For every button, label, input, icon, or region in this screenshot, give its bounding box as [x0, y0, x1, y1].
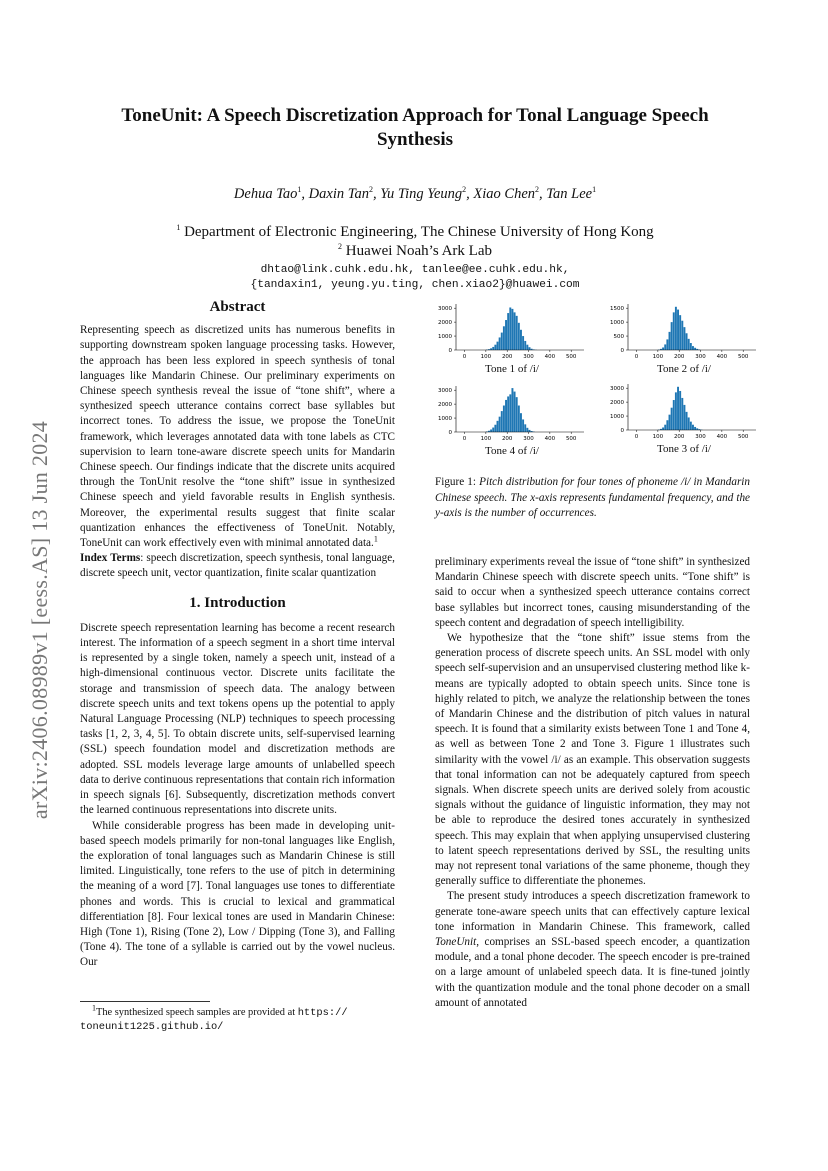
affiliation-2-number: 2	[338, 242, 343, 251]
histogram-bar	[520, 413, 522, 432]
right-column	[435, 555, 750, 1011]
footnote-url-part-2[interactable]: toneunit1225.github.io/	[80, 1021, 224, 1033]
histogram-bar	[673, 400, 675, 430]
affiliation-1-number: 1	[176, 223, 181, 232]
y-tick-label: 500	[613, 334, 624, 341]
x-tick-label: 100	[480, 354, 492, 360]
histogram-bar	[686, 333, 688, 350]
y-tick-label: 1500	[610, 306, 624, 313]
histogram-bar	[509, 307, 511, 350]
histogram-bar	[511, 309, 513, 350]
histogram-bar	[675, 392, 677, 430]
histogram-bar	[677, 387, 679, 430]
y-tick-label: 1000	[438, 416, 452, 423]
histogram-bar	[679, 391, 681, 430]
author-name: Yu Ting Yeung	[380, 186, 463, 202]
histogram-bar	[524, 424, 526, 432]
x-tick-label: 0	[462, 354, 467, 360]
footnote-url-part-1[interactable]: https://	[297, 1007, 348, 1019]
right-paragraph-3	[435, 889, 750, 1011]
histogram-bar	[681, 321, 683, 350]
x-tick-label: 0	[462, 436, 467, 442]
figure-caption-text: Pitch distribution for four tones of phoneme /i/ in Mandarin Chinese speech. The x-axis represents fundamental frequency, and the y-axis is the number of occurrences.	[435, 476, 751, 519]
author-separator: ,	[539, 186, 547, 202]
x-tick-label: 200	[673, 354, 685, 360]
histogram-title: Tone 3 of /i/	[657, 443, 711, 455]
histogram-bar	[516, 316, 518, 350]
y-tick-label: 3000	[438, 388, 452, 395]
introduction-heading: 1. Introduction	[189, 594, 286, 611]
histogram-bar	[492, 347, 494, 350]
histogram-bar	[686, 412, 688, 430]
y-tick-label: 1000	[610, 414, 624, 421]
y-tick-label: 2000	[438, 320, 452, 327]
histogram-bar	[509, 394, 511, 432]
figure-caption-label: Figure 1:	[435, 476, 477, 488]
x-tick-label: 500	[565, 354, 577, 360]
histogram-bar	[518, 406, 520, 432]
histogram-bar	[522, 419, 524, 432]
histogram-bar	[518, 323, 520, 350]
footnote-line-1	[80, 1003, 395, 1020]
histogram-bar	[671, 322, 673, 350]
author-separator: ,	[301, 186, 309, 202]
footnote-text: The synthesized speech samples are provided at	[96, 1007, 298, 1018]
x-tick-label: 200	[673, 434, 685, 440]
arxiv-id-text: arXiv:2406.08989v1 [eess.AS] 13 Jun 2024	[27, 420, 52, 820]
y-tick-label: 0	[448, 348, 452, 354]
histogram-bar	[673, 312, 675, 350]
footnote	[80, 1003, 395, 1034]
footnote-mark: 1	[92, 1003, 96, 1013]
histogram-bar	[664, 425, 666, 430]
histogram-bar	[514, 392, 516, 432]
author-name: Xiao Chen	[473, 186, 536, 202]
affiliation-1-text: Department of Electronic Engineering, The Chinese University of Hong Kong	[180, 224, 654, 240]
histogram-bar	[694, 427, 696, 430]
abstract-text	[80, 323, 395, 551]
histogram-bar	[529, 430, 531, 432]
affiliation-1	[80, 223, 750, 242]
histogram-bar	[494, 345, 496, 350]
histogram-bar	[688, 417, 690, 430]
y-tick-label: 3000	[610, 386, 624, 393]
histogram-bar	[522, 336, 524, 350]
author-separator: ,	[466, 186, 474, 202]
index-terms-label: Index Terms	[80, 552, 141, 565]
y-tick-label: 2000	[610, 400, 624, 407]
right-paragraph-1: preliminary experiments reveal the issue of “tone shift” in synthesized Mandarin Chinese speech with discrete speech units. “Tone shift” is said to occur when a synthesized speech utterance contains correct base syllables but incorrect tones, causing misunderstanding of the speech content and degradation of speech intelligibility.	[435, 556, 750, 629]
intro-paragraph-1: Discrete speech representation learning has become a recent research interest. The information of a speech segment in a short time interval is represented by a single token, namely a speech unit, instead of a high-dimensional continuous vector. Discrete units facilitate the storage and transmission of speech data. The analogy between discrete speech units and text tokens opens up the potential to apply Natural Language Processing (NLP) techniques to speech processing tasks [1, 2, 3, 4, 5]. To obtain discrete units, self-supervised learning (SSL) speech foundation model and discretization methods are adopted. SSL models leverage large amounts of unlabelled speech data to derive continuous representations that contain rich information in speech signals [6]. Subsequently, discretization methods convert the learned continuous representations into discrete units.	[80, 621, 395, 817]
histogram-bar	[526, 428, 528, 432]
left-column	[80, 300, 395, 971]
footnote-rule	[80, 1001, 210, 1002]
author-name: Dehua Tao	[233, 186, 298, 202]
histogram-bar	[664, 344, 666, 350]
histogram-bar	[526, 345, 528, 350]
histogram-bar	[662, 347, 664, 350]
histogram-bar	[692, 346, 694, 350]
right-paragraph-3-start: The present study introduces a speech discretization framework to generate tone-aware speech units that can effectively capture lexical tone information in Mandarin Chinese. This framework, called	[435, 890, 750, 933]
figure-1-histograms	[418, 298, 766, 460]
histogram-bar	[505, 320, 507, 350]
x-tick-label: 100	[652, 434, 664, 440]
arxiv-identifier	[10, 360, 70, 880]
affiliation-2-text: Huawei Noah’s Ark Lab	[342, 243, 492, 259]
histogram-bar	[681, 398, 683, 430]
histogram-bar	[503, 326, 505, 350]
histogram-title: Tone 2 of /i/	[657, 363, 711, 375]
histogram-title: Tone 4 of /i/	[485, 445, 539, 457]
x-tick-label: 300	[523, 436, 534, 442]
author-affiliation-mark: 2	[535, 185, 540, 195]
histogram-bar	[666, 339, 668, 350]
histogram-bar	[692, 425, 694, 430]
y-tick-label: 1000	[610, 320, 624, 327]
author-name: Tan Lee	[546, 186, 593, 202]
author-affiliation-mark: 1	[592, 185, 597, 195]
x-tick-label: 300	[695, 434, 706, 440]
y-tick-label: 3000	[438, 306, 452, 313]
abstract-heading: Abstract	[209, 299, 266, 315]
x-tick-label: 400	[544, 436, 556, 442]
x-tick-label: 400	[716, 354, 728, 360]
x-tick-label: 100	[480, 436, 492, 442]
author-name: Daxin Tan	[308, 186, 369, 202]
histogram-bar	[683, 327, 685, 350]
histogram-bar	[690, 422, 692, 430]
title-line-2: Synthesis	[376, 129, 454, 150]
histogram-bar	[671, 408, 673, 430]
right-paragraph-3-end: , comprises an SSL-based speech encoder, a quantization module, and a tonal phone decoder. The speech encoder is pre-trained on a large amount of unlabeled speech data. It is fine-tuned jointly with the quantization module and the tonal phone decoder on a small amount of annotated	[435, 936, 750, 1009]
histogram-bar	[499, 337, 501, 350]
histogram-bar	[688, 339, 690, 350]
histogram-bar	[677, 310, 679, 350]
histogram-bar	[497, 421, 499, 432]
histogram-bar	[507, 396, 509, 432]
y-tick-label: 1000	[438, 334, 452, 341]
histogram-bar	[490, 429, 492, 432]
histogram-bar	[501, 333, 503, 350]
histogram-bar	[683, 405, 685, 430]
histogram-bar	[690, 343, 692, 350]
histogram-bar	[694, 348, 696, 350]
email-line-2[interactable]: {tandaxin1, yeung.yu.ting, chen.xiao2}@huawei.com	[250, 279, 580, 291]
histogram-panel	[610, 304, 756, 375]
x-tick-label: 200	[501, 354, 513, 360]
histogram-bar	[507, 313, 509, 350]
author-list	[80, 186, 750, 203]
x-tick-label: 0	[634, 354, 639, 360]
x-tick-label: 0	[634, 434, 639, 440]
x-tick-label: 300	[695, 354, 706, 360]
index-terms	[80, 551, 395, 581]
histogram-bar	[494, 425, 496, 432]
author-affiliation-mark: 1	[297, 185, 302, 195]
author-separator: ,	[372, 186, 381, 202]
x-tick-label: 500	[737, 354, 749, 360]
x-tick-label: 300	[523, 354, 534, 360]
x-tick-label: 500	[737, 434, 749, 440]
y-tick-label: 0	[448, 430, 452, 436]
histogram-panel	[610, 384, 756, 455]
right-paragraph-2: We hypothesize that the “tone shift” issue stems from the generation process of discrete speech units. An SSL model with only speech self-supervision and an unsupervised clustering method like k-means are typically adopted to obtain speech units. Since tone is highly related to pitch, we analyze the relationship between the tones of Mandarin Chinese and the distribution of pitch values in natural speech. It is found that a similarity exists between Tone 1 and Tone 4, as well as between Tone 2 and Tone 3. Figure 1 illustrates such similarity with the vowel /i/ as an example. This observation suggests that tonal information can not be adequately captured from speech signals. When discrete speech units are derived solely from acoustic signals without the guidance of linguistic information, they may not be able to reproduce the desired tones accurately in synthesized speech. This may explain that when applying unsupervised clustering to latent speech representations derived by SSL, the resulting units may not represent tonal variations of the same phoneme, though they generally suffice to differentiate the phonemes.	[435, 632, 750, 888]
affiliation-2	[80, 242, 750, 261]
histogram-bar	[516, 397, 518, 432]
paper-title	[80, 104, 750, 152]
histogram-bar	[492, 428, 494, 432]
x-tick-label: 400	[544, 354, 556, 360]
histogram-title: Tone 1 of /i/	[485, 363, 539, 375]
histogram-panel	[438, 386, 584, 457]
intro-paragraph-2: While considerable progress has been made in developing unit-based speech models primarily for non-tonal languages like English, the exploration of tonal languages such as Mandarin Chinese is still limited. Linguistically, tone refers to the use of pitch in determining the meaning of a word [7]. Tonal languages use tones to differentiate phones and words. This is crucial to lexical and grammatical differentiation [8]. Four lexical tones are used in Mandarin Chinese: High (Tone 1), Rising (Tone 2), Low / Dipping (Tone 3), and Falling (Tone 4). The tone of a syllable is carried out by the vowel nucleus. Our	[80, 819, 395, 969]
histogram-bar	[501, 411, 503, 432]
abstract-body: Representing speech as discretized units has numerous benefits in supporting downstream spoken language processing tasks. However, the approach has been less explored in speech synthesis of tonal languages like Mandarin Chinese. Our preliminary experiments on Chinese speech synthesis reveal the issue of “tone shift”, where a synthesized speech utterance contains correct base syllables but incorrect tones. To address the issue, we propose the ToneUnit framework, which leverages annotated data with tone labels as CTC supervision to learn tone-aware discrete speech units for Mandarin Chinese speech. Our findings indicate that the discrete units acquired through the TonUnit resolve the “tone shift” issue in synthesized Chinese speech and yield favorable results in English synthesis. Moreover, the experimental results suggest that finite scalar quantization enhances the effectiveness of ToneUnit. Notably, ToneUnit can work effectively even with minimal annotated data.	[80, 324, 395, 550]
histogram-bar	[666, 420, 668, 430]
author-affiliation-mark: 2	[368, 185, 373, 195]
histogram-bar	[679, 315, 681, 350]
histogram-bar	[497, 342, 499, 350]
histogram-bar	[675, 307, 677, 350]
histogram-bar	[529, 347, 531, 350]
histogram-bar	[524, 341, 526, 350]
y-tick-label: 0	[620, 348, 624, 354]
x-tick-label: 400	[716, 434, 728, 440]
y-tick-label: 0	[620, 428, 624, 434]
index-terms-text: : speech discretization, speech synthesis, tonal language, discrete speech unit, vector quantization, finite scalar quantization	[80, 552, 395, 580]
author-affiliation-mark: 2	[462, 185, 467, 195]
y-tick-label: 2000	[438, 402, 452, 409]
histogram-bar	[669, 415, 671, 430]
histogram-panel	[438, 304, 584, 375]
histogram-bar	[503, 406, 505, 432]
x-tick-label: 200	[501, 436, 513, 442]
histogram-bar	[662, 427, 664, 430]
x-tick-label: 500	[565, 436, 577, 442]
histogram-bar	[520, 330, 522, 350]
histogram-bar	[514, 312, 516, 350]
figure-1-caption	[435, 475, 750, 522]
histogram-bar	[669, 332, 671, 350]
title-line-1: ToneUnit: A Speech Discretization Approach for Tonal Language Speech	[121, 105, 709, 126]
histogram-bar	[505, 400, 507, 432]
x-tick-label: 100	[652, 354, 664, 360]
abstract-footnote-mark: 1	[373, 534, 378, 544]
histogram-bar	[511, 388, 513, 432]
toneunit-name: ToneUnit	[435, 936, 477, 949]
email-line-1[interactable]: dhtao@link.cuhk.edu.hk, tanlee@ee.cuhk.edu.hk,	[260, 264, 570, 276]
histogram-bar	[499, 417, 501, 432]
